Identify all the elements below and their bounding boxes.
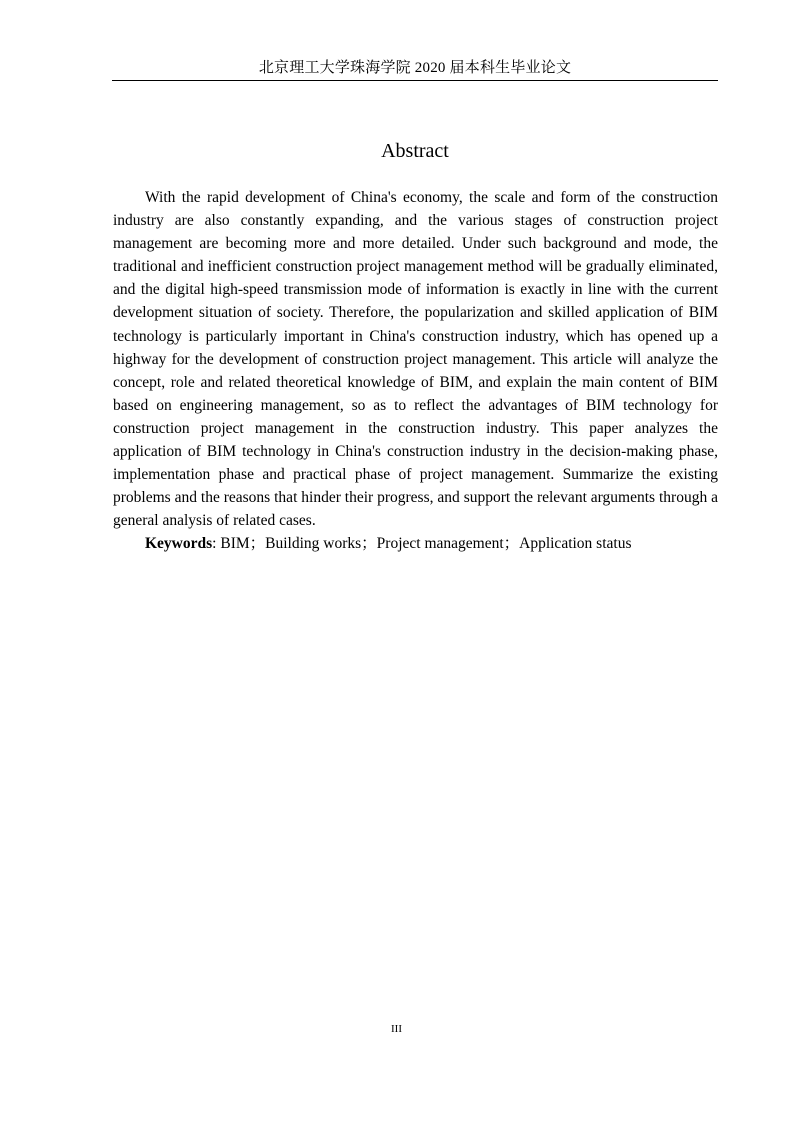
page-number: III [391, 1023, 402, 1035]
keywords-label: Keywords [145, 535, 213, 552]
keywords-text: BIM；Building works；Project management；Application status [220, 535, 632, 552]
abstract-body: With the rapid development of China's economy, the scale and form of the construction industry are also constantly expanding, and the various stages of construction project management are becoming more and more detailed. Under such background and mode, the traditional and inefficient construction project management method will be gradually eliminated, and the digital high-speed transmission mode of information is exactly in line with the current development situation of society. Therefore, the popularization and skilled application of BIM technology is particularly important in China's construction industry, which has opened up a highway for the development of construction project management. This article will analyze the concept, role and related theoretical knowledge of BIM, and explain the main content of BIM based on engineering management, so as to reflect the advantages of BIM technology for construction project management in the construction industry. This paper analyzes the application of BIM technology in China's construction industry in the decision-making phase, implementation phase and practical phase of project management. Summarize the existing problems and the reasons that hinder their progress, and support the relevant arguments through a general analysis of related cases. [113, 189, 718, 530]
keywords-line [113, 532, 718, 555]
abstract-title: Abstract [381, 140, 449, 162]
running-header: 北京理工大学珠海学院 2020 届本科生毕业论文 [258, 60, 572, 76]
keywords-separator: : [212, 535, 221, 552]
header-rule [112, 80, 718, 81]
